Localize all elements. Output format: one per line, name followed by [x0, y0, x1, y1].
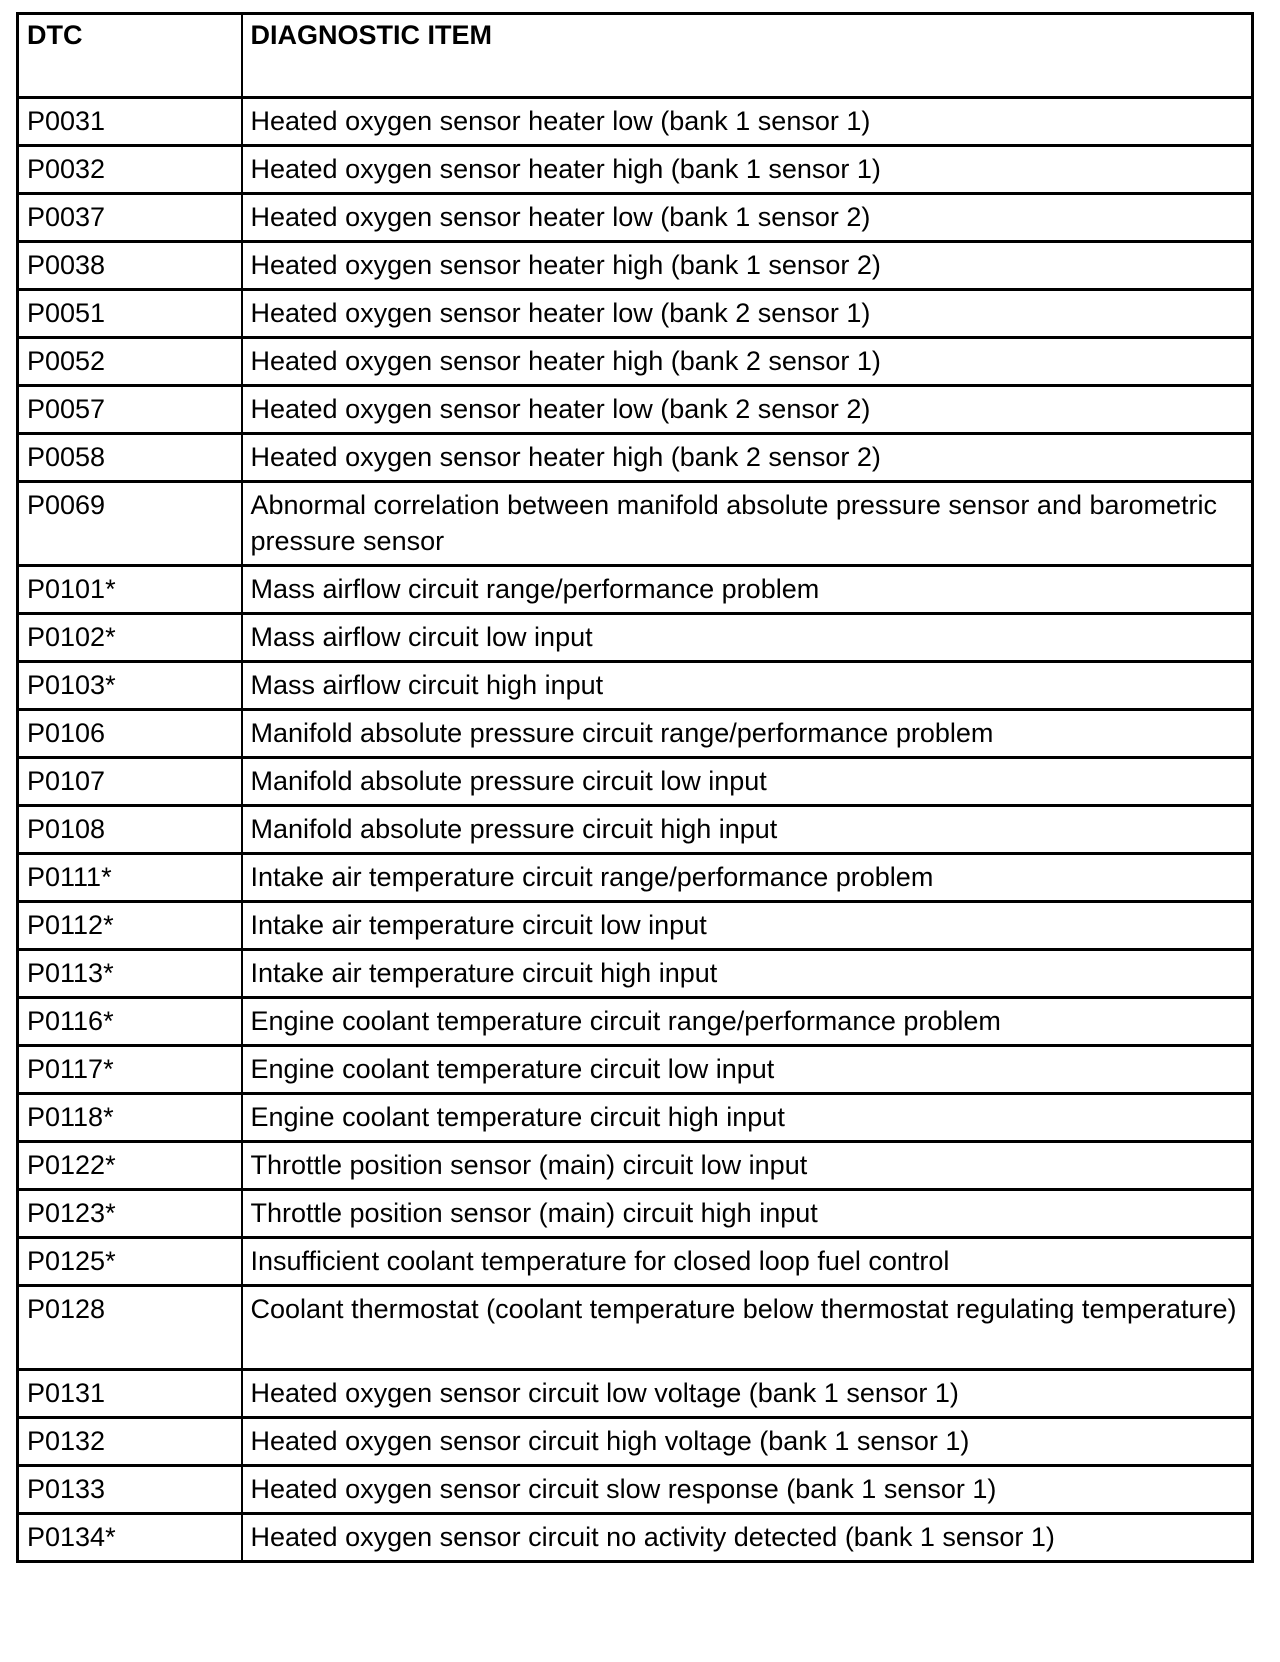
diagnostic-item: Engine coolant temperature circuit high input	[242, 1094, 1253, 1142]
dtc-code: P0118*	[18, 1094, 242, 1142]
dtc-code: P0123*	[18, 1190, 242, 1238]
table-row	[18, 1046, 1253, 1094]
table-row	[18, 290, 1253, 338]
dtc-code: P0052	[18, 338, 242, 386]
diagnostic-item: Coolant thermostat (coolant temperature below thermostat regulating temperature)	[242, 1286, 1253, 1370]
dtc-code: P0117*	[18, 1046, 242, 1094]
diagnostic-item: Throttle position sensor (main) circuit high input	[242, 1190, 1253, 1238]
diagnostic-item: Heated oxygen sensor heater low (bank 1 sensor 2)	[242, 194, 1253, 242]
table-row	[18, 614, 1253, 662]
diagnostic-item: Insufficient coolant temperature for closed loop fuel control	[242, 1238, 1253, 1286]
diagnostic-item: Mass airflow circuit low input	[242, 614, 1253, 662]
table-row	[18, 854, 1253, 902]
diagnostic-item: Heated oxygen sensor heater high (bank 1 sensor 1)	[242, 146, 1253, 194]
dtc-code: P0107	[18, 758, 242, 806]
header-dtc: DTC	[18, 14, 242, 98]
table-row	[18, 338, 1253, 386]
table-row	[18, 998, 1253, 1046]
diagnostic-item: Engine coolant temperature circuit low input	[242, 1046, 1253, 1094]
dtc-code: P0069	[18, 482, 242, 566]
dtc-code: P0103*	[18, 662, 242, 710]
dtc-code: P0058	[18, 434, 242, 482]
table-row	[18, 1418, 1253, 1466]
dtc-code: P0051	[18, 290, 242, 338]
diagnostic-item: Manifold absolute pressure circuit high input	[242, 806, 1253, 854]
diagnostic-item: Intake air temperature circuit range/performance problem	[242, 854, 1253, 902]
diagnostic-item: Manifold absolute pressure circuit range/performance problem	[242, 710, 1253, 758]
header-row	[18, 14, 1253, 98]
table-row	[18, 434, 1253, 482]
table-row	[18, 1238, 1253, 1286]
table-row	[18, 386, 1253, 434]
table-row	[18, 1286, 1253, 1370]
table-row	[18, 902, 1253, 950]
dtc-code: P0031	[18, 98, 242, 146]
table-row	[18, 1370, 1253, 1418]
table-row	[18, 1094, 1253, 1142]
diagnostic-item: Heated oxygen sensor heater high (bank 2 sensor 1)	[242, 338, 1253, 386]
diagnostic-item: Heated oxygen sensor heater low (bank 1 sensor 1)	[242, 98, 1253, 146]
table-row	[18, 1514, 1253, 1562]
dtc-code: P0131	[18, 1370, 242, 1418]
diagnostic-item: Heated oxygen sensor circuit high voltage (bank 1 sensor 1)	[242, 1418, 1253, 1466]
dtc-code: P0102*	[18, 614, 242, 662]
diagnostic-item: Heated oxygen sensor heater high (bank 2 sensor 2)	[242, 434, 1253, 482]
diagnostic-item: Intake air temperature circuit high input	[242, 950, 1253, 998]
table-row	[18, 98, 1253, 146]
diagnostic-item: Heated oxygen sensor heater low (bank 2 sensor 1)	[242, 290, 1253, 338]
diagnostic-item: Heated oxygen sensor heater low (bank 2 sensor 2)	[242, 386, 1253, 434]
table-row	[18, 146, 1253, 194]
table-row	[18, 758, 1253, 806]
diagnostic-item: Heated oxygen sensor circuit slow response (bank 1 sensor 1)	[242, 1466, 1253, 1514]
dtc-code: P0037	[18, 194, 242, 242]
dtc-table	[16, 12, 1254, 1563]
dtc-code: P0112*	[18, 902, 242, 950]
table-row	[18, 194, 1253, 242]
dtc-code: P0122*	[18, 1142, 242, 1190]
diagnostic-item: Heated oxygen sensor circuit no activity detected (bank 1 sensor 1)	[242, 1514, 1253, 1562]
diagnostic-item: Abnormal correlation between manifold absolute pressure sensor and barometric pressure sensor	[242, 482, 1253, 566]
table-row	[18, 1466, 1253, 1514]
table-row	[18, 482, 1253, 566]
table-row	[18, 566, 1253, 614]
table-row	[18, 950, 1253, 998]
header-diagnostic-item: DIAGNOSTIC ITEM	[242, 14, 1253, 98]
dtc-code: P0101*	[18, 566, 242, 614]
dtc-code: P0116*	[18, 998, 242, 1046]
dtc-code: P0108	[18, 806, 242, 854]
dtc-code: P0133	[18, 1466, 242, 1514]
dtc-code: P0113*	[18, 950, 242, 998]
dtc-code: P0106	[18, 710, 242, 758]
dtc-code: P0132	[18, 1418, 242, 1466]
diagnostic-item: Heated oxygen sensor heater high (bank 1 sensor 2)	[242, 242, 1253, 290]
diagnostic-item: Throttle position sensor (main) circuit low input	[242, 1142, 1253, 1190]
dtc-code: P0128	[18, 1286, 242, 1370]
diagnostic-item: Mass airflow circuit high input	[242, 662, 1253, 710]
diagnostic-item: Manifold absolute pressure circuit low input	[242, 758, 1253, 806]
table-row	[18, 242, 1253, 290]
table-row	[18, 710, 1253, 758]
dtc-code: P0111*	[18, 854, 242, 902]
diagnostic-item: Mass airflow circuit range/performance problem	[242, 566, 1253, 614]
diagnostic-item: Intake air temperature circuit low input	[242, 902, 1253, 950]
table-row	[18, 1142, 1253, 1190]
dtc-code: P0134*	[18, 1514, 242, 1562]
dtc-code: P0032	[18, 146, 242, 194]
diagnostic-item: Engine coolant temperature circuit range/performance problem	[242, 998, 1253, 1046]
table-row	[18, 1190, 1253, 1238]
dtc-code: P0038	[18, 242, 242, 290]
diagnostic-item: Heated oxygen sensor circuit low voltage (bank 1 sensor 1)	[242, 1370, 1253, 1418]
dtc-code: P0125*	[18, 1238, 242, 1286]
table-row	[18, 662, 1253, 710]
table-row	[18, 806, 1253, 854]
dtc-code: P0057	[18, 386, 242, 434]
